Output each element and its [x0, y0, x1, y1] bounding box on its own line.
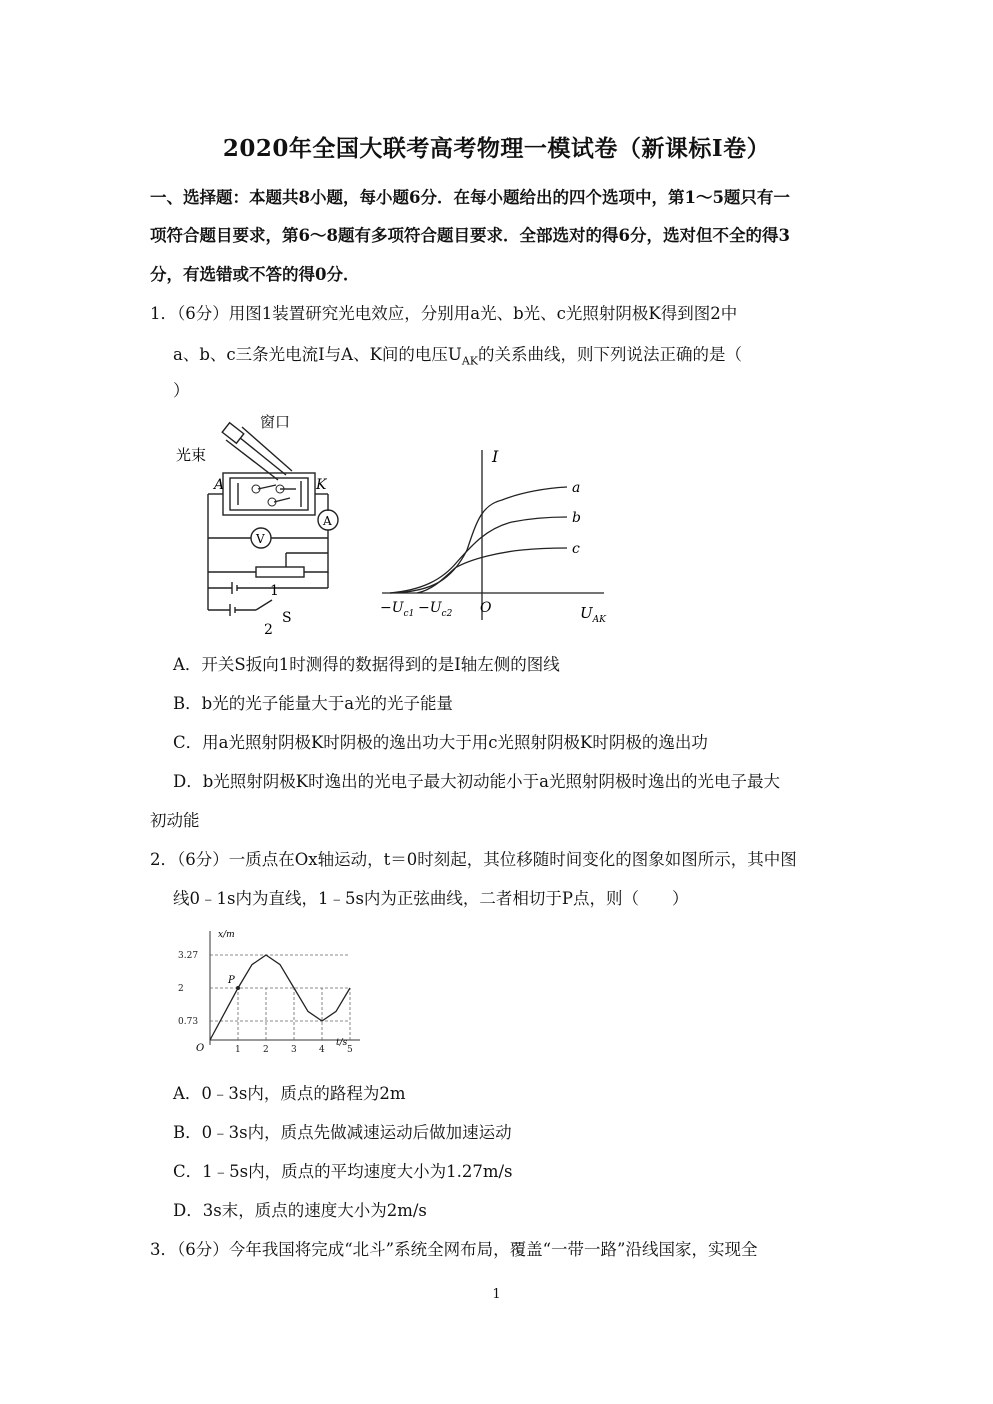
q1-option-c: C．用a光照射阴极K时阴极的逸出功大于用c光照射阴极K时阴极的逸出功 — [173, 733, 708, 752]
photoelectric-apparatus-diagram — [168, 405, 358, 640]
x-tick-label-1: 2 — [263, 1045, 269, 1055]
q2-option-c: C．1﹣5s内，质点的平均速度大小为1.27m/s — [173, 1162, 513, 1181]
q1-stem-line-3: ） — [173, 381, 190, 400]
curve-c-label: c — [572, 541, 580, 557]
tick-uc2: $-U_{c2}$ — [418, 600, 453, 619]
uak-axis-label: $U_{AK}$ — [580, 604, 606, 625]
origin-label: O — [480, 600, 492, 616]
page-title: 2020年全国大联考高考物理一模试卷（新课标Ⅰ卷） — [222, 135, 771, 162]
chart-origin-label: O — [196, 1043, 205, 1054]
section-instructions-line-3: 分，有选错或不答的得0分． — [150, 265, 360, 284]
position-time-chart — [170, 925, 370, 1055]
anode-label: A — [214, 477, 225, 493]
beam-label: 光束 — [176, 446, 207, 464]
q1-option-d: D．b光照射阴极K时逸出的光电子最大初动能小于a光照射阴极时逸出的光电子最大 — [173, 772, 780, 791]
section-instructions-line-2: 项符合题目要求，第6～8题有多项符合题目要求．全部选对的得6分，选对但不全的得3 — [150, 226, 790, 245]
q3-stem-line-1: 3．（6分）今年我国将完成“北斗”系统全网布局，覆盖“一带一路”沿线国家，实现全 — [150, 1240, 758, 1259]
voltmeter-label: V — [256, 532, 265, 546]
position-series-line — [210, 955, 350, 1040]
x-tick-label-3: 4 — [319, 1045, 325, 1055]
curve-b — [390, 517, 567, 593]
photocurrent-voltage-curves — [372, 440, 617, 630]
switch-label: S — [282, 610, 292, 626]
page-number: 1 — [492, 1287, 501, 1302]
q1-option-d-continued: 初动能 — [150, 811, 200, 830]
q2-stem-line-2: 线0﹣1s内为直线，1﹣5s内为正弦曲线，二者相切于P点，则（ ） — [173, 889, 689, 908]
q1-stem-subscript: AK — [461, 354, 478, 368]
switch-position-1-label: 1 — [270, 583, 279, 599]
ammeter-label: A — [323, 514, 332, 528]
x-tick-label-0: 1 — [235, 1045, 241, 1055]
tick-uc1: $-U_{c1}$ — [380, 600, 415, 619]
q1-option-a: A．开关S扳向1时测得的数据得到的是I轴左侧的图线 — [173, 655, 560, 674]
time-axis-label: t/s — [336, 1038, 348, 1048]
tangent-point-label: P — [228, 975, 235, 987]
window-label: 窗口 — [260, 413, 291, 431]
q2-option-b: B．0﹣3s内，质点先做减速运动后做加速运动 — [173, 1123, 512, 1142]
switch-position-2-label: 2 — [264, 622, 273, 638]
q1-stem-line-1: 1．（6分）用图1装置研究光电效应，分别用a光、b光、c光照射阴极K得到图2中 — [150, 304, 738, 323]
section-instructions-line-1: 一、选择题：本题共8小题，每小题6分．在每小题给出的四个选项中，第1～5题只有一 — [150, 188, 790, 207]
q2-stem-line-1: 2．（6分）一质点在Ox轴运动，t＝0时刻起，其位移随时间变化的图象如图所示，其中图 — [150, 850, 797, 869]
curve-c — [417, 548, 567, 593]
y-tick-label-2: 0.73 — [178, 1017, 199, 1028]
y-tick-label-0: 3.27 — [178, 951, 199, 961]
curve-b-label: b — [572, 510, 581, 526]
q1-stem-text: a、b、c三条光电流I与A、K间的电压U — [173, 345, 462, 364]
curve-a-label: a — [572, 480, 581, 496]
x-tick-label-4: 5 — [347, 1045, 353, 1055]
tangent-point-marker — [236, 986, 240, 990]
q2-option-d: D．3s末，质点的速度大小为2m/s — [173, 1201, 427, 1220]
rheostat — [256, 567, 304, 577]
current-axis-label: I — [492, 447, 499, 466]
y-tick-label-1: 2 — [178, 984, 184, 995]
q1-stem-line-2 — [173, 341, 742, 367]
q1-option-b: B．b光的光子能量大于a光的光子能量 — [173, 694, 454, 713]
q1-stem-text-end: 的关系曲线，则下列说法正确的是（ — [477, 345, 742, 364]
position-axis-label: x/m — [218, 930, 235, 940]
x-tick-label-2: 3 — [291, 1045, 297, 1055]
q2-option-a: A．0﹣3s内，质点的路程为2m — [173, 1084, 406, 1103]
cathode-label: K — [316, 477, 327, 493]
